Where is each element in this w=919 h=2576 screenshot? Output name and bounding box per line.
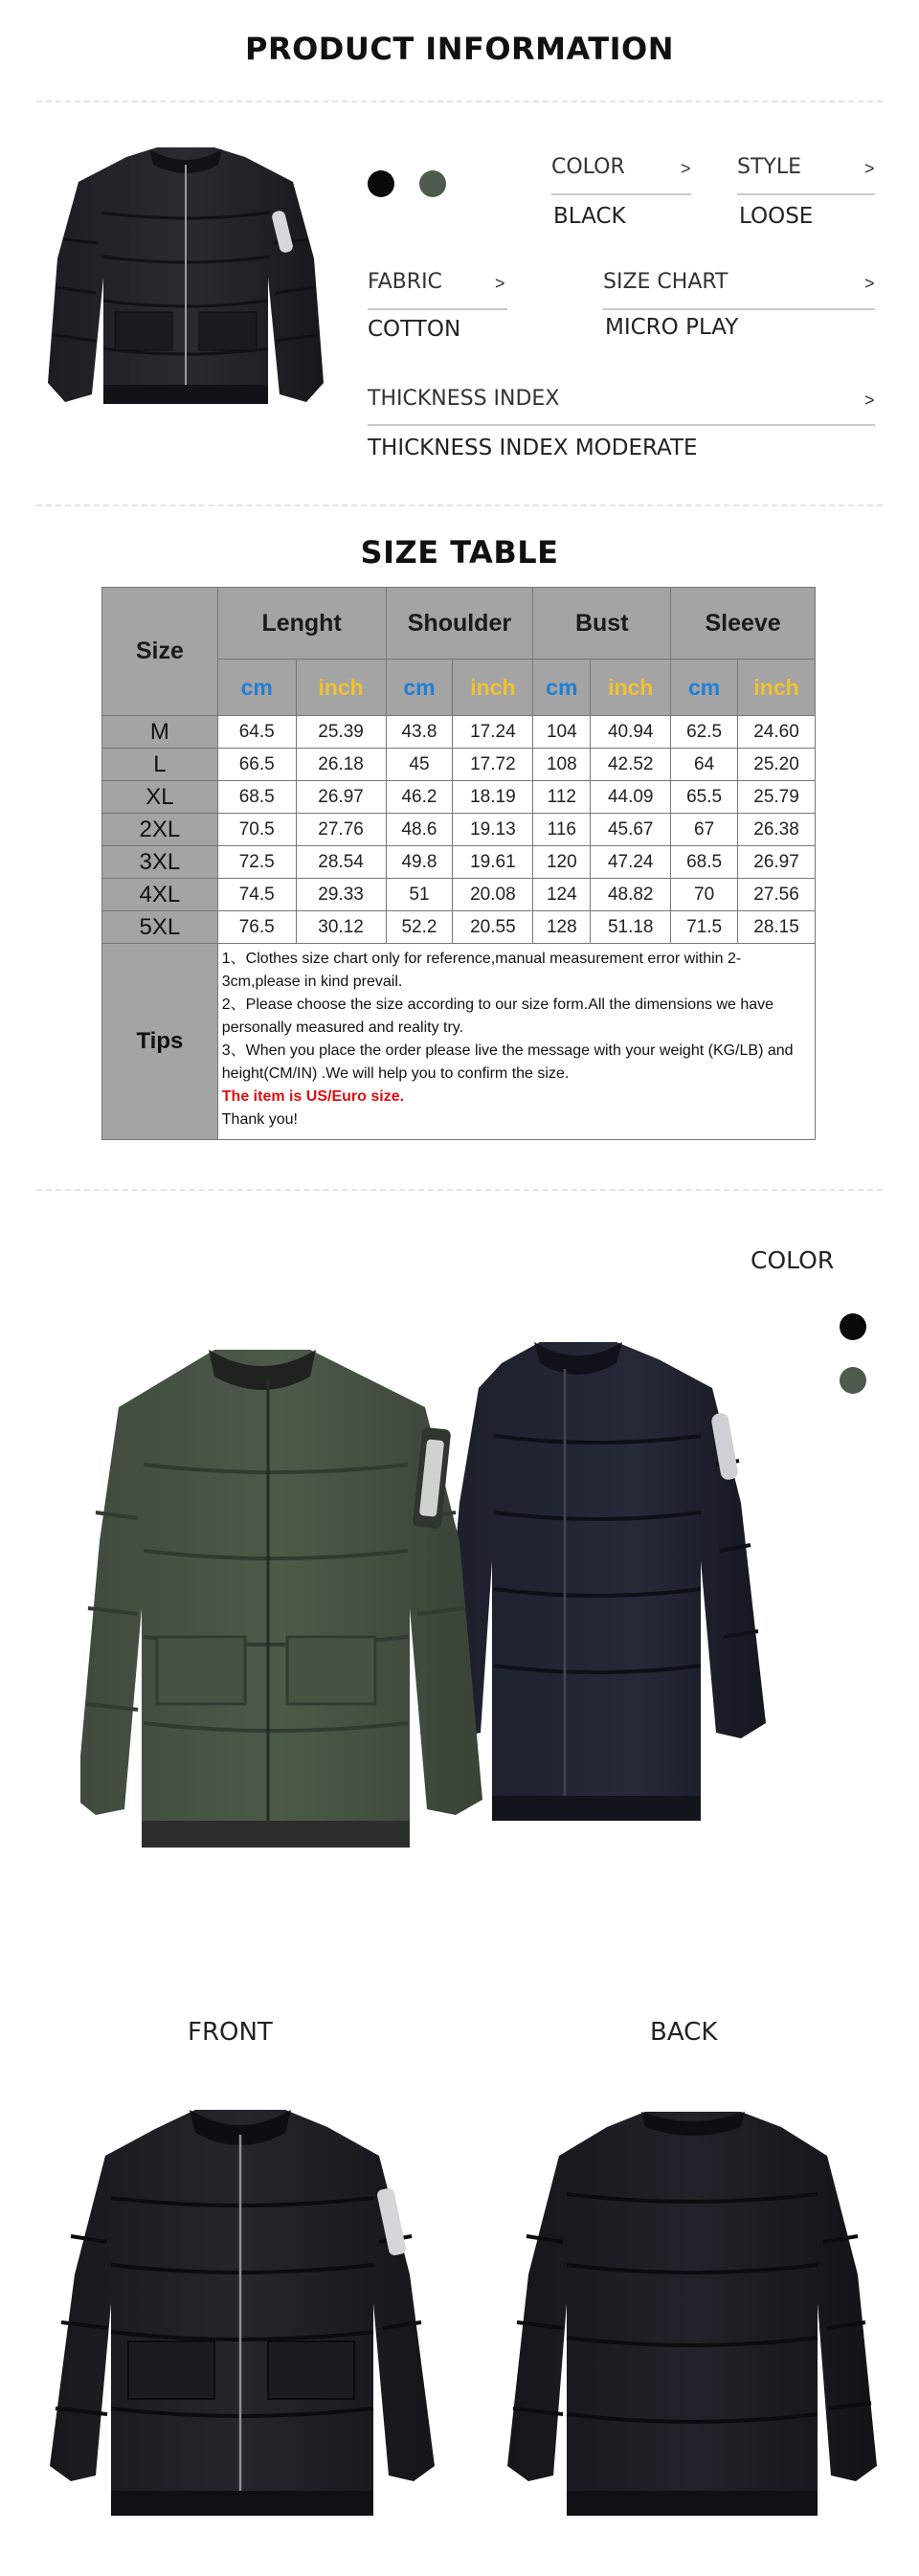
table-cell: 66.5 xyxy=(217,749,296,781)
table-cell: 42.52 xyxy=(591,749,671,781)
table-cell: 29.33 xyxy=(296,879,386,911)
color-attr-arrow-icon[interactable]: > xyxy=(681,159,691,178)
table-cell: 68.5 xyxy=(217,781,296,814)
fabric-attr-arrow-icon[interactable]: > xyxy=(495,274,505,293)
table-row xyxy=(102,814,816,846)
size-chart-attr-arrow-icon[interactable]: > xyxy=(864,274,875,293)
table-cell: 108 xyxy=(533,749,591,781)
size-label: XL xyxy=(102,781,218,814)
divider xyxy=(36,504,883,506)
tips-thanks: Thank you! xyxy=(221,1111,298,1128)
table-cell: 76.5 xyxy=(217,911,296,944)
table-cell: 20.08 xyxy=(453,879,533,911)
table-cell: 20.55 xyxy=(453,911,533,944)
table-cell: 44.09 xyxy=(591,781,671,814)
tips-label: Tips xyxy=(102,944,218,1140)
table-cell: 26.38 xyxy=(738,814,816,846)
size-label: M xyxy=(102,716,218,749)
table-cell: 48.6 xyxy=(386,814,453,846)
table-cell: 19.61 xyxy=(453,846,533,879)
size-column-header: Size xyxy=(102,588,218,716)
size-table xyxy=(101,587,816,1140)
table-row xyxy=(102,781,816,814)
table-cell: 18.19 xyxy=(453,781,533,814)
style-attr-value: LOOSE xyxy=(739,204,814,229)
table-cell: 70 xyxy=(671,879,738,911)
table-cell: 27.56 xyxy=(738,879,816,911)
size-table-title: SIZE TABLE xyxy=(360,534,559,571)
unit-header-cm: cm xyxy=(217,660,296,716)
table-cell: 49.8 xyxy=(386,846,453,879)
style-attr-underline xyxy=(737,193,875,195)
tips-line: 3、When you place the order please live the message with your weight (KG/LB) and height(CM/IN) .We will help you to confirm the size. xyxy=(221,1042,794,1082)
table-cell: 64 xyxy=(671,749,738,781)
table-row xyxy=(102,716,816,749)
tips-line: 2、Please choose the size according to our size form.All the dimensions we have personally measured and reality try. xyxy=(221,997,774,1036)
table-cell: 120 xyxy=(533,846,591,879)
back-view-image xyxy=(502,2102,883,2529)
fabric-attr-value: COTTON xyxy=(368,317,461,342)
table-cell: 51.18 xyxy=(591,911,671,944)
table-cell: 70.5 xyxy=(217,814,296,846)
table-cell: 17.72 xyxy=(453,749,533,781)
unit-header-inch: inch xyxy=(591,660,671,716)
size-label: 3XL xyxy=(102,846,218,879)
color-section-label: COLOR xyxy=(751,1246,835,1274)
table-cell: 25.39 xyxy=(296,716,386,749)
table-cell: 19.13 xyxy=(453,814,533,846)
table-cell: 26.97 xyxy=(738,846,816,879)
tips-line: 1、Clothes size chart only for reference,manual measurement error within 2-3cm,please in kind prevail. xyxy=(221,951,742,990)
color-swatch-green[interactable] xyxy=(419,170,446,197)
unit-header-inch: inch xyxy=(296,660,386,716)
table-cell: 17.24 xyxy=(453,716,533,749)
thickness-attr-value: THICKNESS INDEX MODERATE xyxy=(368,436,698,460)
color-swatch-green[interactable] xyxy=(840,1367,866,1394)
size-chart-attr-underline xyxy=(603,308,875,310)
table-cell: 51 xyxy=(386,879,453,911)
table-cell: 25.79 xyxy=(738,781,816,814)
style-attr-arrow-icon[interactable]: > xyxy=(864,159,875,178)
table-cell: 74.5 xyxy=(217,879,296,911)
table-cell: 67 xyxy=(671,814,738,846)
divider xyxy=(36,101,883,102)
tips-content xyxy=(217,944,815,1140)
table-cell: 27.76 xyxy=(296,814,386,846)
color-variants-image xyxy=(80,1321,808,1848)
table-cell: 45 xyxy=(386,749,453,781)
table-cell: 116 xyxy=(533,814,591,846)
group-header-sleeve: Sleeve xyxy=(671,588,816,660)
color-swatch-black[interactable] xyxy=(840,1313,866,1340)
color-attr-underline xyxy=(551,193,691,195)
size-label: 5XL xyxy=(102,911,218,944)
table-cell: 46.2 xyxy=(386,781,453,814)
color-attr-label: COLOR xyxy=(551,155,625,179)
group-header-bust: Bust xyxy=(533,588,671,660)
table-cell: 64.5 xyxy=(217,716,296,749)
size-label: 2XL xyxy=(102,814,218,846)
table-cell: 30.12 xyxy=(296,911,386,944)
table-cell: 48.82 xyxy=(591,879,671,911)
fabric-attr-underline xyxy=(368,308,507,310)
table-cell: 68.5 xyxy=(671,846,738,879)
tips-size-notice: The item is US/Euro size. xyxy=(221,1088,405,1105)
table-cell: 71.5 xyxy=(671,911,738,944)
table-cell: 26.18 xyxy=(296,749,386,781)
table-row xyxy=(102,879,816,911)
table-row xyxy=(102,846,816,879)
table-row xyxy=(102,749,816,781)
table-cell: 72.5 xyxy=(217,846,296,879)
thickness-attr-label: THICKNESS INDEX xyxy=(368,387,560,411)
size-label: L xyxy=(102,749,218,781)
front-view-image xyxy=(42,2102,442,2529)
table-cell: 45.67 xyxy=(591,814,671,846)
color-attr-value: BLACK xyxy=(553,204,626,229)
table-cell: 104 xyxy=(533,716,591,749)
table-cell: 40.94 xyxy=(591,716,671,749)
table-cell: 124 xyxy=(533,879,591,911)
table-cell: 65.5 xyxy=(671,781,738,814)
group-header-shoulder: Shoulder xyxy=(386,588,533,660)
table-cell: 26.97 xyxy=(296,781,386,814)
table-cell: 62.5 xyxy=(671,716,738,749)
table-cell: 43.8 xyxy=(386,716,453,749)
size-label: 4XL xyxy=(102,879,218,911)
thickness-attr-underline xyxy=(368,424,875,426)
page-title: PRODUCT INFORMATION xyxy=(244,31,675,67)
table-cell: 28.54 xyxy=(296,846,386,879)
table-cell: 128 xyxy=(533,911,591,944)
table-cell: 28.15 xyxy=(738,911,816,944)
style-attr-label: STYLE xyxy=(737,155,801,179)
unit-header-inch: inch xyxy=(453,660,533,716)
color-swatch-black[interactable] xyxy=(368,170,394,197)
fabric-attr-label: FABRIC xyxy=(368,270,442,294)
divider xyxy=(36,1189,883,1191)
thickness-attr-arrow-icon[interactable]: > xyxy=(864,391,875,410)
table-cell: 112 xyxy=(533,781,591,814)
front-view-label: FRONT xyxy=(188,2018,273,2047)
table-row xyxy=(102,911,816,944)
table-cell: 47.24 xyxy=(591,846,671,879)
table-cell: 25.20 xyxy=(738,749,816,781)
unit-header-cm: cm xyxy=(386,660,453,716)
product-thumbnail-image xyxy=(42,144,329,437)
size-chart-attr-value: MICRO PLAY xyxy=(605,315,739,340)
table-cell: 52.2 xyxy=(386,911,453,944)
unit-header-inch: inch xyxy=(738,660,816,716)
size-chart-attr-label: SIZE CHART xyxy=(603,270,728,294)
table-cell: 24.60 xyxy=(738,716,816,749)
unit-header-cm: cm xyxy=(533,660,591,716)
group-header-length: Lenght xyxy=(217,588,386,660)
unit-header-cm: cm xyxy=(671,660,738,716)
back-view-label: BACK xyxy=(650,2018,718,2047)
